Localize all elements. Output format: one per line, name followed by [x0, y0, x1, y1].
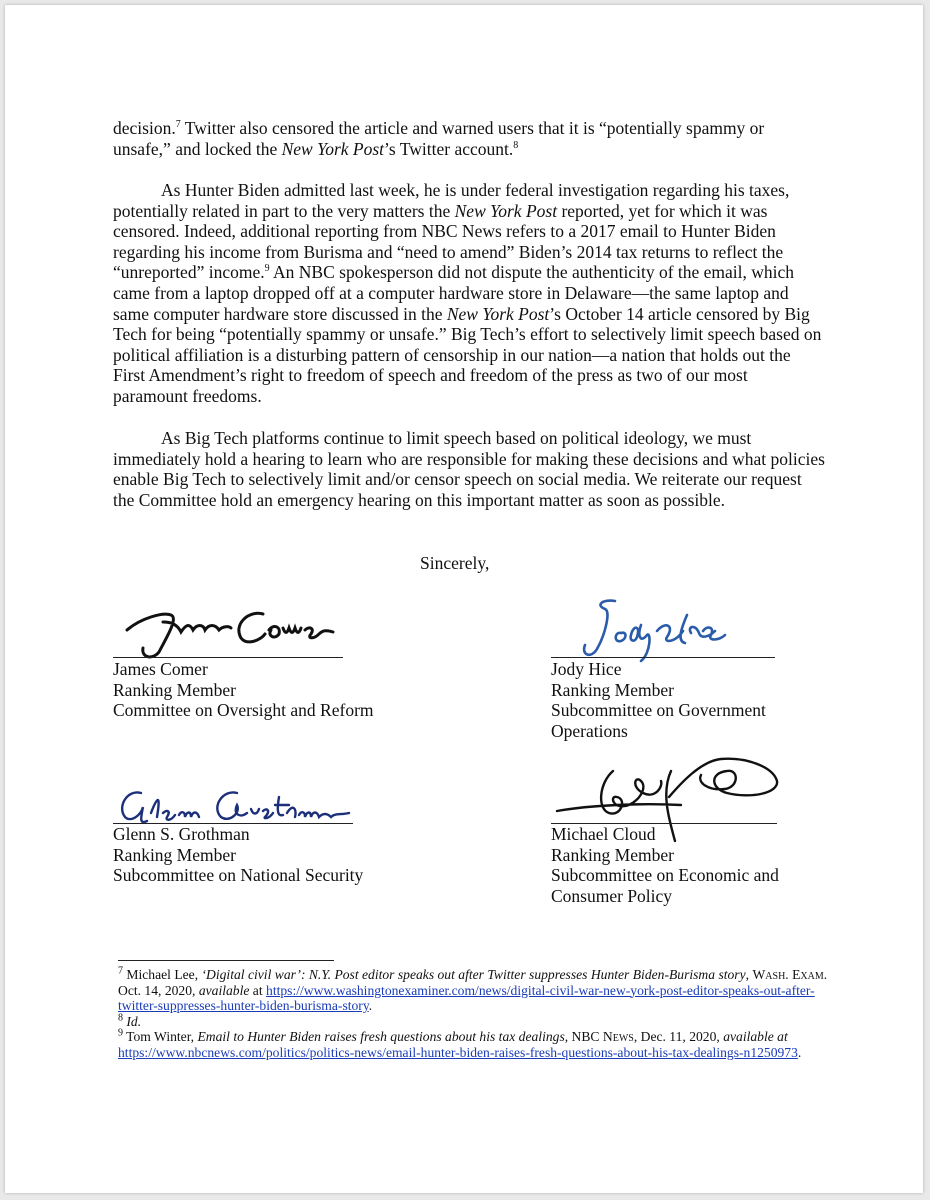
publication-name: New York Post [454, 200, 558, 221]
signature-line [113, 657, 343, 658]
signatory-title: Ranking Member [113, 679, 236, 700]
text-run: As Hunter Biden admitted last week, he is under federal investigation regarding his taxes, potentially related in part to the very matters the [113, 180, 790, 221]
footnote-7 [118, 967, 833, 1014]
signatory-org: Committee on Oversight and Reform [113, 700, 374, 721]
signatory-jody-hice [551, 659, 766, 741]
text-run: available at [723, 1029, 788, 1045]
footnote-ref-9: 9 [264, 263, 270, 275]
signatory-org: Subcommittee on Government [551, 700, 766, 721]
paragraph-request [113, 428, 825, 510]
signatory-name: Glenn S. Grothman [113, 824, 250, 844]
signatory-name: Michael Cloud [551, 824, 656, 844]
paragraph-continuation [113, 118, 825, 159]
footnote-9 [118, 1029, 833, 1060]
footnotes [118, 967, 833, 1061]
text-run: Twitter also censored the article and warned users that it is “potentially spammy or unsafe,” and locked the [113, 118, 765, 159]
footnote-publication: Wash. Exam. [752, 967, 828, 982]
text-run: , [564, 1029, 572, 1045]
footnote-date: , Dec. 11, 2020, [633, 1029, 724, 1045]
signatory-title: Ranking Member [113, 844, 236, 865]
signatory-name: James Comer [113, 659, 208, 679]
publication-name: New York Post [446, 303, 550, 324]
footnote-text: Id. [123, 1013, 142, 1029]
footnote-ref-8: 8 [513, 139, 519, 151]
footnote-ref-7: 7 [175, 119, 181, 131]
text-run: reported, yet for which it was censored. Indeed, additional reporting from NBC News refers to a 2017 email to Hunter Biden regarding his income from Burisma and “need to amend” Biden’s 2014 tax returns to reflect the “unreported” income. [113, 200, 784, 283]
signatory-org: Subcommittee on National Security [113, 865, 364, 886]
signatory-glenn-grothman [113, 824, 363, 886]
text-run: As Big Tech platforms continue to limit speech based on political ideology, we must immediately hold a hearing to learn who are responsible for making these decisions and what policies enable Big Tech to selectively limit and/or censor speech on social media. We reiterate our request the Committee hold an emergency hearing on this important matter as soon as possible. [113, 428, 825, 510]
footnote-author: Tom Winter, [123, 1029, 198, 1045]
signatory-org: Subcommittee on Economic and [551, 865, 779, 886]
text-run: ’s Twitter account. [384, 138, 514, 159]
text-run: , [745, 967, 750, 982]
footnote-number: 8 [118, 1012, 123, 1024]
footnote-7-link[interactable]: https://www.washingtonexaminer.com/news/digital-civil-war-new-york-post-editor-speaks-out-after-twitter-suppresses-hunter-biden-burisma-story [118, 982, 815, 1014]
footnote-9-link[interactable]: https://www.nbcnews.com/politics/politics-news/email-hunter-biden-raises-fresh-questions-about-his-tax-dealings-n1250973 [118, 1044, 798, 1060]
signature-james-comer [123, 600, 338, 660]
publication-name: New York Post [281, 138, 385, 159]
text-run: . [797, 1044, 802, 1060]
signatory-org-continued: Consumer Policy [551, 885, 673, 906]
footnote-divider [118, 960, 334, 961]
footnote-8 [118, 1014, 833, 1030]
signatory-title: Ranking Member [551, 844, 674, 865]
signatory-name: Jody Hice [551, 659, 622, 679]
signatory-title: Ranking Member [551, 679, 674, 700]
paragraph-investigation [113, 180, 825, 407]
footnote-number: 7 [118, 965, 123, 977]
footnote-title: ‘Digital civil war’: N.Y. Post editor speaks out after Twitter suppresses Hunter Biden-Burisma story [201, 967, 746, 982]
footnote-title: Email to Hunter Biden raises fresh questions about his tax dealings [197, 1029, 565, 1045]
text-run: available [198, 982, 250, 998]
signatory-org-continued: Operations [551, 720, 628, 741]
footnote-number: 9 [118, 1027, 123, 1039]
signature-line [551, 657, 775, 658]
signatory-michael-cloud [551, 824, 779, 906]
signatory-james-comer [113, 659, 374, 721]
closing: Sincerely, [420, 553, 490, 573]
text-run: . [368, 998, 373, 1014]
text-run: An NBC spokesperson did not dispute the authenticity of the email, which came from a laptop dropped off at a computer hardware store in Delaware—the same laptop and same computer hardware store discussed in the [113, 262, 795, 324]
footnote-publication: NBC News [571, 1029, 634, 1045]
text-run: ’s October 14 article censored by Big Tech for being “potentially spammy or unsafe.” Big Tech’s effort to selectively limit speech based on political affiliation is a disturbing pattern of censorship in our nation—a nation that holds out the First Amendment’s right to freedom of speech and freedom of the press as two of our most paramount freedoms. [113, 303, 822, 406]
letter-page [5, 5, 923, 1193]
footnote-date: Oct. 14, 2020, [118, 982, 199, 998]
text-run: at [249, 982, 267, 998]
text-run: decision. [113, 118, 176, 138]
footnote-author: Michael Lee, [123, 967, 202, 982]
